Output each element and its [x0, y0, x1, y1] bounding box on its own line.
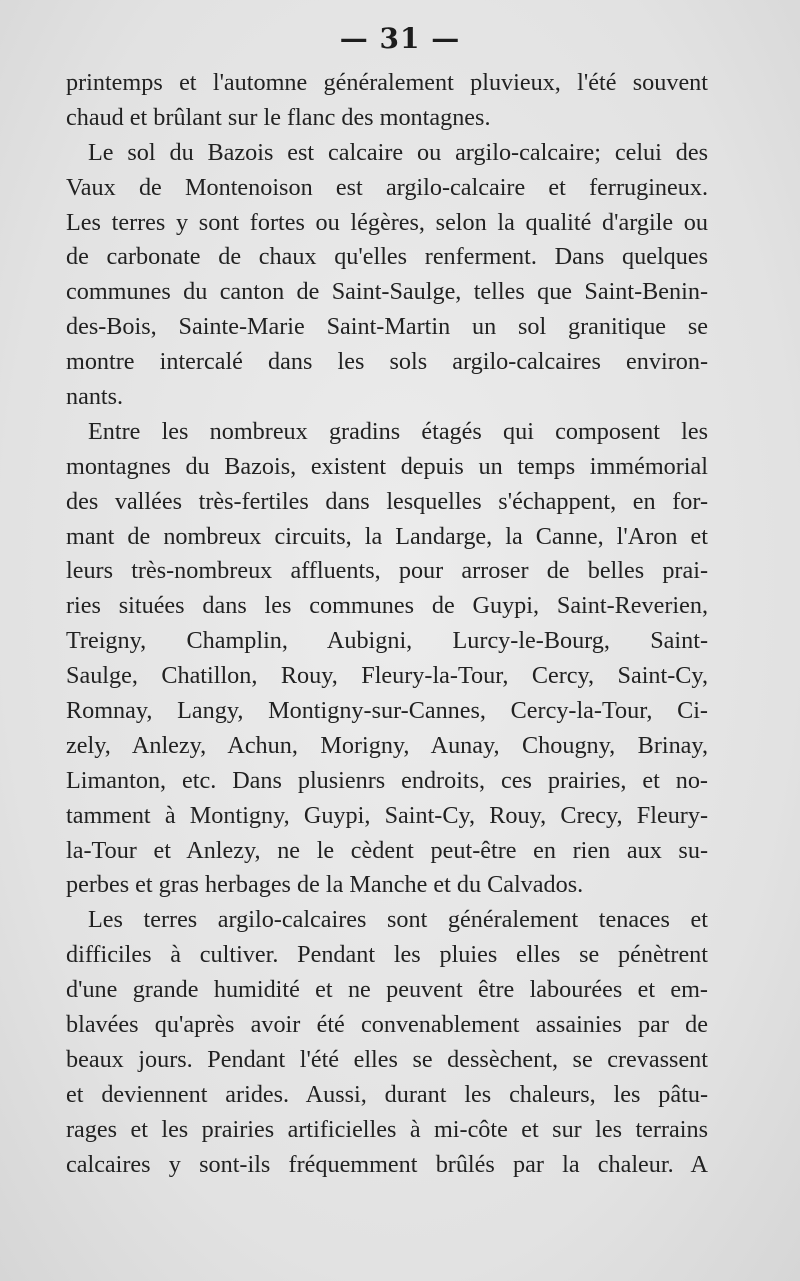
- page-text: [66, 66, 708, 1183]
- text-line: rages et les prairies artificielles à mi-côte et sur les terrains: [66, 1115, 708, 1143]
- page-number: — 31 —: [339, 22, 461, 55]
- text-line: difficiles à cultiver. Pendant les pluies elles se pénètrent: [66, 941, 708, 969]
- text-line: la-Tour et Anlezy, ne le cèdent peut-être en rien aux su-: [66, 836, 708, 864]
- text-line: de carbonate de chaux qu'elles renferment. Dans quelques: [66, 243, 708, 271]
- text-line: Le sol du Bazois est calcaire ou argilo-calcaire; celui des: [88, 138, 708, 166]
- paragraph-3: [66, 415, 708, 903]
- text-line: nants.: [66, 383, 124, 411]
- text-line: d'une grande humidité et ne peuvent être labourées et em-: [66, 976, 708, 1004]
- text-line: Vaux de Montenoison est argilo-calcaire et ferrugineux.: [66, 173, 708, 201]
- text-line: montre intercalé dans les sols argilo-calcaires environ-: [66, 348, 708, 376]
- text-line: Saulge, Chatillon, Rouy, Fleury-la-Tour, Cercy, Saint-Cy,: [66, 662, 708, 690]
- text-line: Les terres argilo-calcaires sont généralement tenaces et: [88, 906, 708, 934]
- text-line: tamment à Montigny, Guypi, Saint-Cy, Rouy, Crecy, Fleury-: [66, 801, 708, 829]
- text-line: leurs très-nombreux affluents, pour arroser de belles prai-: [66, 557, 708, 585]
- paragraph-2: [66, 136, 708, 415]
- text-line: printemps et l'automne généralement pluvieux, l'été souvent: [66, 69, 708, 96]
- text-line: chaud et brûlant sur le flanc des montagnes.: [66, 103, 491, 131]
- text-line: calcaires y sont-ils fréquemment brûlés par la chaleur. A: [66, 1150, 708, 1178]
- text-line: des-Bois, Sainte-Marie Saint-Martin un sol granitique se: [66, 313, 708, 341]
- text-line: Romnay, Langy, Montigny-sur-Cannes, Cercy-la-Tour, Ci-: [66, 697, 708, 725]
- text-line: et deviennent arides. Aussi, durant les chaleurs, les pâtu-: [66, 1080, 708, 1108]
- paragraph-1: [66, 66, 708, 136]
- text-line: zely, Anlezy, Achun, Morigny, Aunay, Chougny, Brinay,: [66, 731, 708, 759]
- text-line: ries situées dans les communes de Guypi, Saint-Reverien,: [66, 592, 708, 620]
- text-line: perbes et gras herbages de la Manche et du Calvados.: [66, 871, 584, 899]
- text-line: Les terres y sont fortes ou légères, selon la qualité d'argile ou: [66, 208, 708, 236]
- text-line: Treigny, Champlin, Aubigni, Lurcy-le-Bourg, Saint-: [66, 627, 708, 655]
- text-line: des vallées très-fertiles dans lesquelles s'échappent, en for-: [66, 487, 708, 515]
- text-line: montagnes du Bazois, existent depuis un temps immémorial: [66, 452, 708, 480]
- text-line: blavées qu'après avoir été convenablement assainies par de: [66, 1011, 708, 1039]
- text-line: beaux jours. Pendant l'été elles se dessèchent, se crevassent: [66, 1045, 708, 1073]
- text-line: Limanton, etc. Dans plusienrs endroits, ces prairies, et no-: [66, 766, 708, 794]
- text-line: Entre les nombreux gradins étagés qui composent les: [88, 417, 708, 445]
- text-line: mant de nombreux circuits, la Landarge, la Canne, l'Aron et: [66, 522, 708, 550]
- paragraph-4: [66, 903, 708, 1182]
- text-line: communes du canton de Saint-Saulge, telles que Saint-Benin-: [66, 278, 708, 306]
